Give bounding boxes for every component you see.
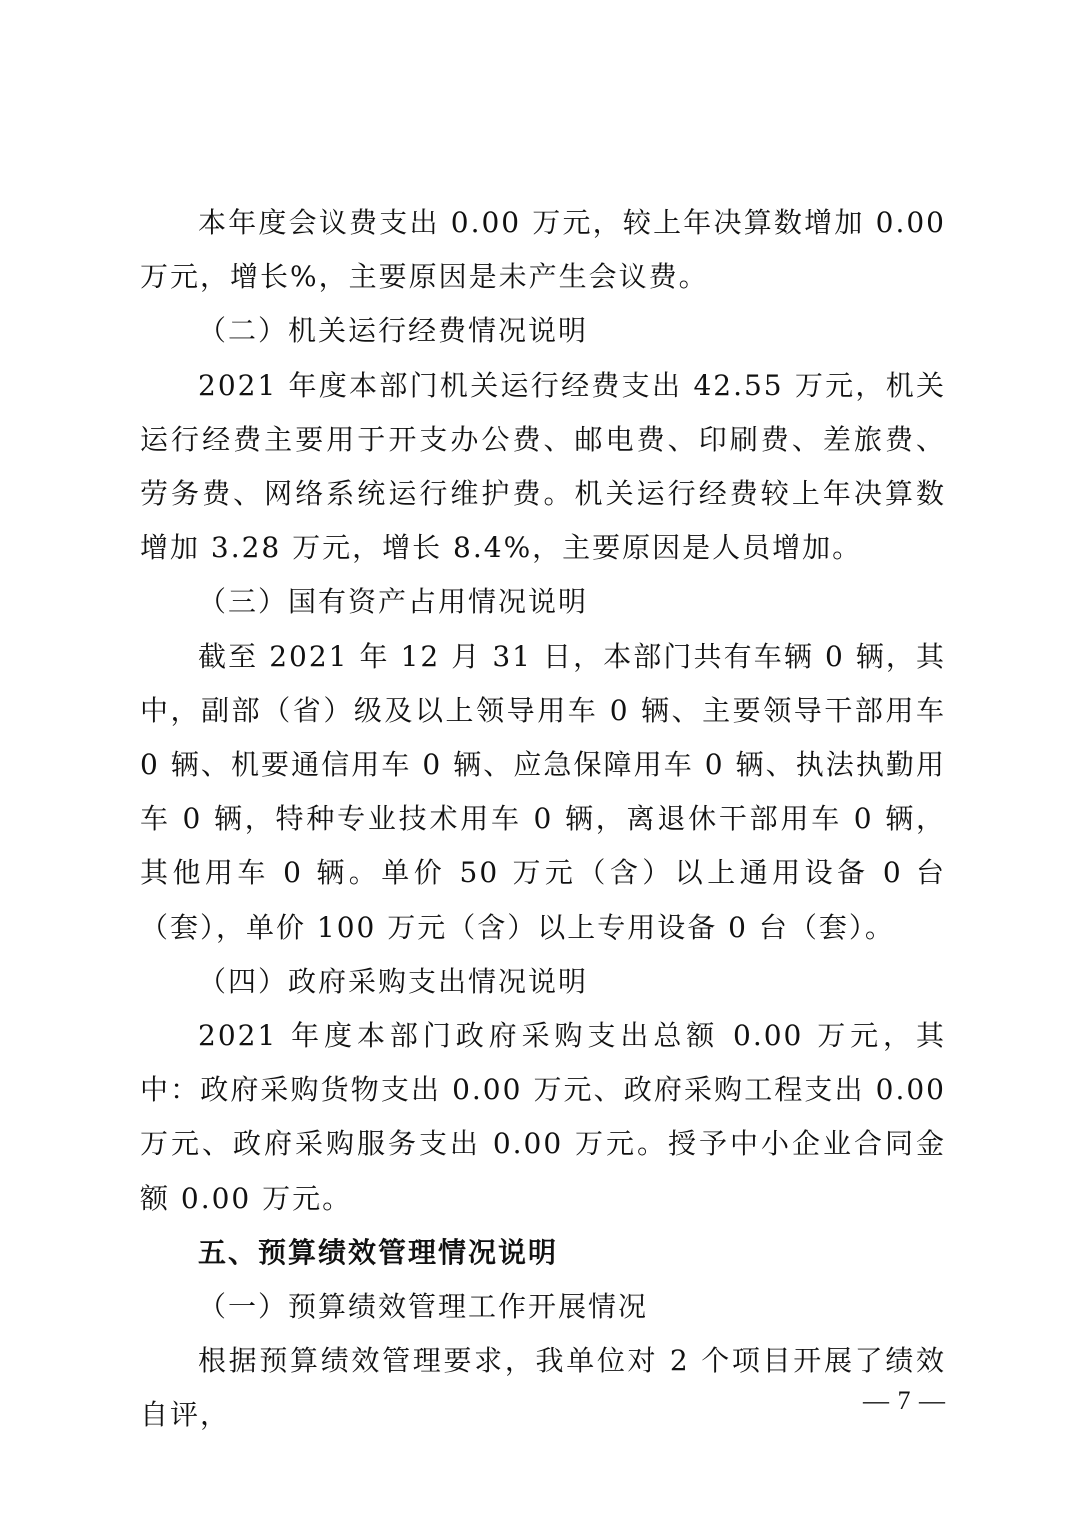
chapter-heading-performance: 五、预算绩效管理情况说明 [198, 1235, 559, 1269]
paragraph-meeting-expense: 本年度会议费支出 0.00 万元，较上年决算数增加 0.00 万元，增长%，主要原因是未产生会议费。 [140, 206, 946, 294]
paragraph-performance-work: 根据预算绩效管理要求，我单位对 2 个项目开展了绩效自评， [140, 1344, 946, 1432]
section-heading-procurement: （四）政府采购支出情况说明 [198, 964, 589, 998]
paragraph-state-assets: 截至 2021 年 12 月 31 日，本部门共有车辆 0 辆，其中，副部（省）级及以上领导用车 0 辆、主要领导干部用车 0 辆、机要通信用车 0 辆、应急保障用车 0 辆、执法执勤用车 0 辆，特种专业技术用车 0 辆，离退休干部用车 0 辆，其他用车 0 辆。单价 50 万元（含）以上通用设备 0 台（套），单价 100 万元（含）以上专用设备 0 台（套）。 [140, 639, 946, 944]
section-heading-state-assets: （三）国有资产占用情况说明 [198, 585, 589, 619]
paragraph-procurement: 2021 年度本部门政府采购支出总额 0.00 万元，其中：政府采购货物支出 0.00 万元、政府采购工程支出 0.00 万元、政府采购服务支出 0.00 万元。授予中小企业合同金额 0.00 万元。 [140, 1019, 946, 1215]
section-heading-operating-expense: （二）机关运行经费情况说明 [198, 314, 589, 348]
document-body [140, 196, 946, 1443]
paragraph-operating-expense: 2021 年度本部门机关运行经费支出 42.55 万元，机关运行经费主要用于开支办公费、邮电费、印刷费、差旅费、劳务费、网络系统运行维护费。机关运行经费较上年决算数增加 3.28 万元，增长 8.4%，主要原因是人员增加。 [140, 368, 946, 565]
page-number: — 7 — [863, 1386, 946, 1415]
section-heading-performance-work: （一）预算绩效管理工作开展情况 [198, 1290, 649, 1324]
